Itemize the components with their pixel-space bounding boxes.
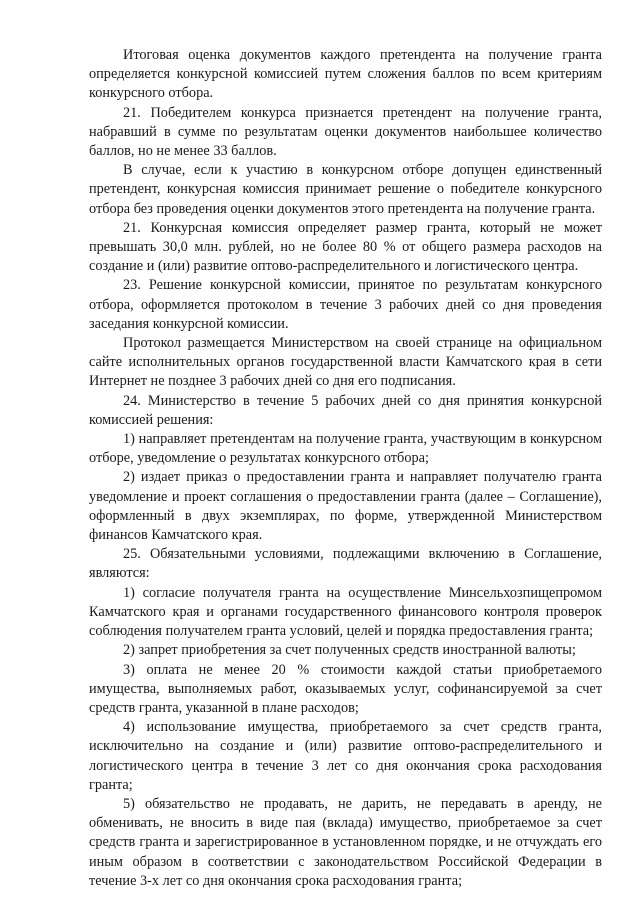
paragraph-25-item-4: 4) использование имущества, приобретаемого за счет средств гранта, исключительно на создание и (или) развитие оптово-распределительного и логистического центра в течение 3 лет со дня окончания срока расходования гранта;	[89, 719, 602, 793]
document-page	[89, 46, 602, 891]
paragraph-single-applicant: В случае, если к участию в конкурсном отборе допущен единственный претендент, конкурсная комиссия принимает решение о победителе конкурсного отбора без проведения оценки документов этого претендента на получение гранта.	[89, 162, 602, 217]
paragraph-25-conditions: 25. Обязательными условиями, подлежащими включению в Соглашение, являются:	[89, 546, 602, 582]
paragraph-final-assessment: Итоговая оценка документов каждого претендента на получение гранта определяется конкурсной комиссией путем сложения баллов по всем критериям конкурсного отбора.	[89, 47, 602, 102]
paragraph-24-ministry: 24. Министерство в течение 5 рабочих дней со дня принятия конкурсной комиссией решения:	[89, 392, 602, 428]
paragraph-protocol-publication: Протокол размещается Министерством на своей странице на официальном сайте исполнительных органов государственной власти Камчатского края в сети Интернет не позднее 3 рабочих дней со дня его подписания.	[89, 335, 602, 390]
paragraph-25-item-2: 2) запрет приобретения за счет полученных средств иностранной валюты;	[123, 642, 576, 659]
paragraph-25-item-1: 1) согласие получателя гранта на осуществление Минсельхозпищепромом Камчатского края и органами государственного финансового контроля проверок соблюдения получателем гранта условий, целей и порядка предоставления гранта;	[89, 584, 602, 640]
paragraph-24-item-1: 1) направляет претендентам на получение гранта, участвующим в конкурсном отборе, уведомление о результатах конкурсного отбора;	[89, 431, 602, 467]
paragraph-25-item-3: 3) оплата не менее 20 % стоимости каждой статьи приобретаемого имущества, выполняемых работ, оказываемых услуг, софинансируемой за счет средств гранта, указанной в плане расходов;	[89, 661, 602, 716]
paragraph-21-grant-size: 21. Конкурсная комиссия определяет размер гранта, который не может превышать 30,0 млн. рублей, но не более 80 % от общего размера расходов на создание и (или) развитие оптово-распределительного и логистического центра.	[89, 219, 602, 275]
paragraph-24-item-2: 2) издает приказ о предоставлении гранта и направляет получателю гранта уведомление и проект соглашения о предоставлении гранта (далее – Соглашение), оформленный в двух экземплярах, по форме, утвержденной Министерством финансов Камчатского края.	[89, 469, 602, 544]
paragraph-23-decision: 23. Решение конкурсной комиссии, принятое по результатам конкурсного отбора, оформляется протоколом в течение 3 рабочих дней со дня проведения заседания конкурсной комиссии.	[89, 277, 602, 332]
paragraph-21-winner: 21. Победителем конкурса признается претендент на получение гранта, набравший в сумме по результатам оценки документов наибольшее количество баллов, но не менее 33 баллов.	[89, 104, 602, 160]
paragraph-25-item-5: 5) обязательство не продавать, не дарить, не передавать в аренду, не обменивать, не вносить в виде пая (вклада) имущество, приобретаемое за счет средств гранта и зарегистрированное в установленном порядке, и не отчуждать его иным образом в соответствии с законодательством Российской Федерации в течение 3-х лет со дня окончания срока расходования гранта;	[89, 795, 602, 889]
